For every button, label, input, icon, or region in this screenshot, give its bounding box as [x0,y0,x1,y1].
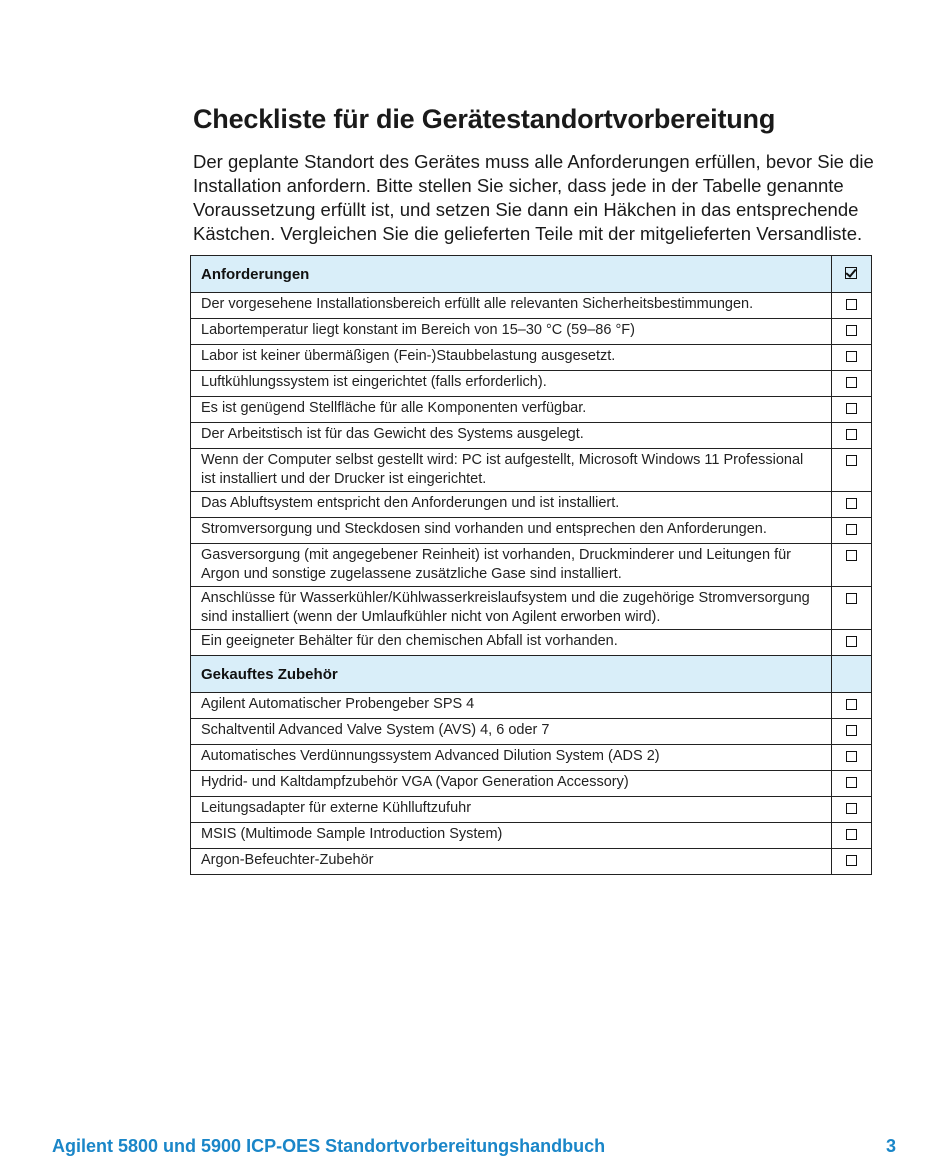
checkbox[interactable] [846,325,857,336]
table-row [191,544,872,587]
footer-title: Agilent 5800 und 5900 ICP-OES Standortvorbereitungshandbuch [52,1136,606,1156]
requirement-text: Labor ist keiner übermäßigen (Fein-)Staubbelastung ausgesetzt. [191,345,832,371]
checkbox[interactable] [846,593,857,604]
table-row [191,719,872,745]
checkbox[interactable] [846,699,857,710]
requirement-text: Das Abluftsystem entspricht den Anforderungen und ist installiert. [191,492,832,518]
checkbox[interactable] [846,377,857,388]
requirement-text: Automatisches Verdünnungssystem Advanced Dilution System (ADS 2) [191,745,832,771]
requirement-text: Es ist genügend Stellfläche für alle Komponenten verfügbar. [191,397,832,423]
checklist-table [190,255,872,875]
footer-page-number: 3 [885,1136,896,1156]
checkbox[interactable] [846,429,857,440]
checkbox[interactable] [846,351,857,362]
checkbox[interactable] [846,777,857,788]
table-row [191,518,872,544]
table-row [191,397,872,423]
checkbox[interactable] [846,855,857,866]
checkbox[interactable] [846,829,857,840]
page-title: Checkliste für die Gerätestandortvorbereitung [193,104,776,134]
checkbox[interactable] [846,524,857,535]
table-row [191,423,872,449]
requirements-header-row [191,256,872,293]
intro-paragraph: Der geplante Standort des Gerätes muss alle Anforderungen erfüllen, bevor Sie die Installation anfordern. Bitte stellen Sie sicher, dass jede in der Tabelle genannte Voraussetzung erfüllt ist, und setzen Sie dann ein Häkchen in das entsprechende Kästchen. Vergleichen Sie die gelieferten Teile mit der mitgelieferten Versandliste. [193,151,874,244]
checkbox[interactable] [846,636,857,647]
requirement-text: Wenn der Computer selbst gestellt wird: PC ist aufgestellt, Microsoft Windows 11 Professional ist installiert und der Drucker ist eingerichtet. [191,449,832,492]
table-row [191,771,872,797]
table-row [191,693,872,719]
table-row [191,587,872,630]
table-row [191,449,872,492]
table-row [191,797,872,823]
accessories-header-row [191,656,872,693]
table-row [191,345,872,371]
requirement-text: Ein geeigneter Behälter für den chemischen Abfall ist vorhanden. [191,630,832,656]
checkbox[interactable] [846,751,857,762]
table-row [191,293,872,319]
requirement-text: Luftkühlungssystem ist eingerichtet (falls erforderlich). [191,371,832,397]
checked-checkbox-icon [845,267,857,279]
accessories-header: Gekauftes Zubehör [191,656,832,693]
requirement-text: Stromversorgung und Steckdosen sind vorhanden und entsprechen den Anforderungen. [191,518,832,544]
requirement-text: Der Arbeitstisch ist für das Gewicht des Systems ausgelegt. [191,423,832,449]
checkbox[interactable] [846,403,857,414]
checkbox[interactable] [846,498,857,509]
requirement-text: Der vorgesehene Installationsbereich erfüllt alle relevanten Sicherheitsbestimmungen. [191,293,832,319]
table-row [191,371,872,397]
requirement-text: Labortemperatur liegt konstant im Bereich von 15–30 °C (59–86 °F) [191,319,832,345]
requirement-text: Gasversorgung (mit angegebener Reinheit) ist vorhanden, Druckminderer und Leitungen für Argon und sonstige zugelassene zusätzliche Gase sind installiert. [191,544,832,587]
table-row [191,823,872,849]
requirement-text: Schaltventil Advanced Valve System (AVS) 4, 6 oder 7 [191,719,832,745]
requirement-text: Anschlüsse für Wasserkühler/Kühlwasserkreislaufsystem und die zugehörige Stromversorgung sind installiert (wenn der Umlaufkühler nicht von Agilent erworben wird). [191,587,832,630]
table-row [191,492,872,518]
requirement-text: Hydrid- und Kaltdampfzubehör VGA (Vapor Generation Accessory) [191,771,832,797]
requirements-header: Anforderungen [191,256,832,293]
checkbox[interactable] [846,803,857,814]
requirement-text: Leitungsadapter für externe Kühlluftzufuhr [191,797,832,823]
table-row [191,319,872,345]
requirement-text: Agilent Automatischer Probengeber SPS 4 [191,693,832,719]
table-row [191,630,872,656]
checkbox[interactable] [846,299,857,310]
checkbox[interactable] [846,550,857,561]
requirement-text: MSIS (Multimode Sample Introduction System) [191,823,832,849]
table-row [191,849,872,875]
checkbox[interactable] [846,725,857,736]
requirement-text: Argon-Befeuchter-Zubehör [191,849,832,875]
checkbox[interactable] [846,455,857,466]
table-row [191,745,872,771]
